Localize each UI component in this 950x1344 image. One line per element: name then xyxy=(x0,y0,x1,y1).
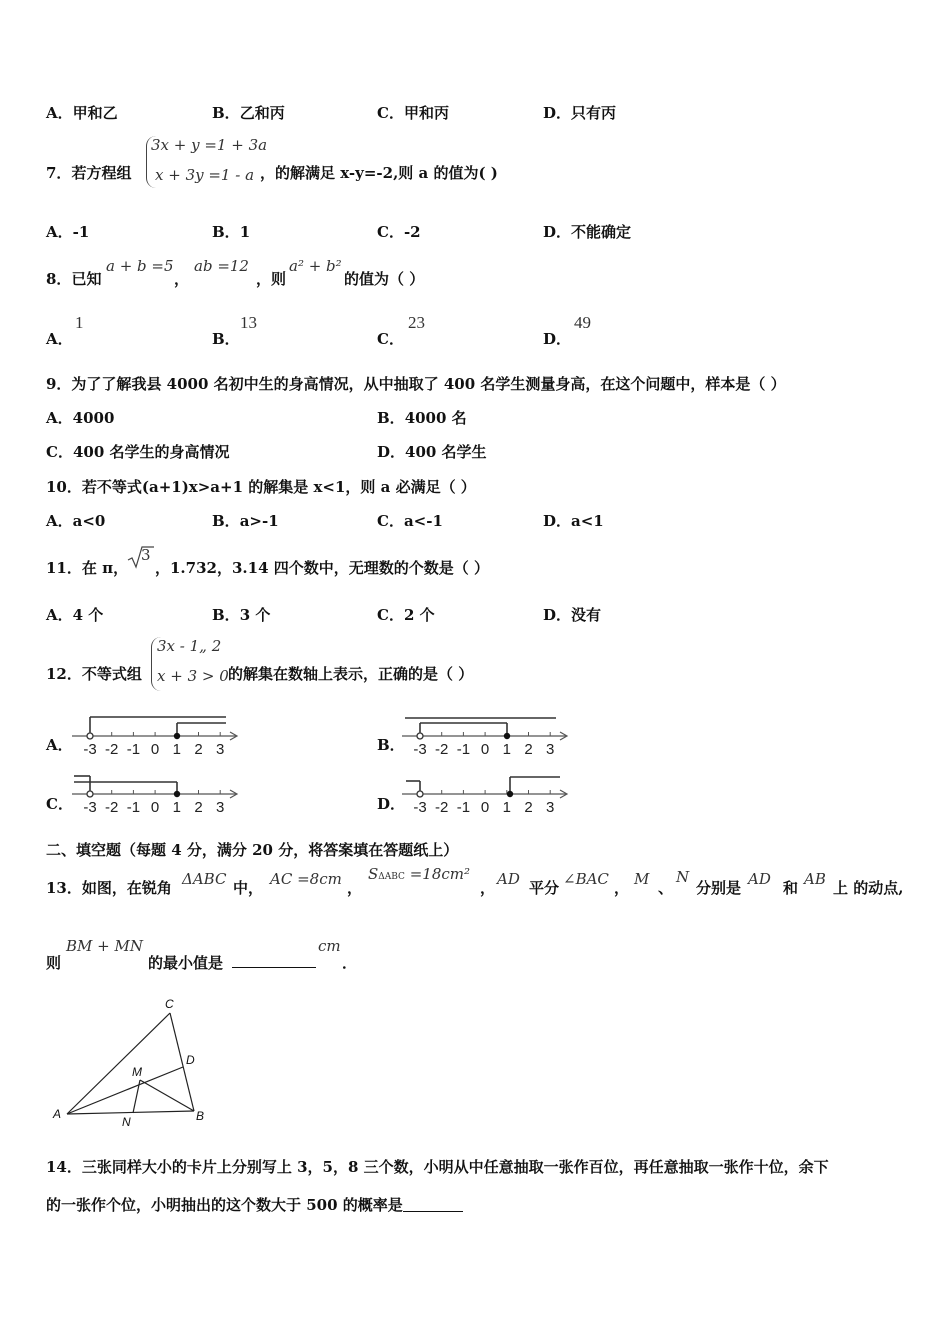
q13-math-triangle: ΔABC xyxy=(182,870,227,888)
q10-option-c: C．a<-1 xyxy=(377,512,443,530)
q10-option-b: B．a>-1 xyxy=(212,512,279,530)
tick-label: 0 xyxy=(480,799,490,816)
q9-option-b: B．4000 名 xyxy=(377,409,467,427)
q8-mid: ，则 xyxy=(256,270,287,288)
tick-label: 1 xyxy=(172,799,181,816)
q7-option-a: A．-1 xyxy=(46,223,90,241)
q7-eq2: x + 3y =1 - a xyxy=(155,166,255,184)
q13-line2-end: ． xyxy=(342,954,358,972)
tick-label: 1 xyxy=(172,741,181,758)
tick-label: 2 xyxy=(194,741,203,758)
number-line-c xyxy=(70,768,245,818)
q8-sep: ， xyxy=(174,270,190,288)
tick-label: -1 xyxy=(126,741,141,758)
tick-label: 3 xyxy=(546,799,555,816)
q9-stem: 9．为了了解我县 4000 名初中生的身高情况，从中抽取了 400 名学生测量身高，在这个问题中，样本是（ ） xyxy=(46,375,786,393)
q11-option-b: B．3 个 xyxy=(212,606,271,624)
tick-label: -3 xyxy=(83,741,97,758)
q13-t1: 中， xyxy=(233,879,264,897)
q7-option-c: C．-2 xyxy=(377,223,421,241)
tick-label: 1 xyxy=(502,799,511,816)
q13-math-area: SΔABC =18cm² xyxy=(368,865,471,883)
q13-math-ab: AB xyxy=(804,870,826,888)
number-line-b xyxy=(400,710,575,760)
q13-answer-blank[interactable] xyxy=(232,951,316,972)
q10-option-a: A．a<0 xyxy=(46,512,106,530)
tick-label: -2 xyxy=(435,799,449,816)
q6-option-b: B．乙和丙 xyxy=(212,104,285,122)
label-a: A xyxy=(53,1107,62,1121)
closed-point xyxy=(174,791,180,797)
q11-prefix: 11．在 π， xyxy=(46,559,129,577)
tick-label: 3 xyxy=(546,741,555,758)
tick-label: 1 xyxy=(502,741,511,758)
q14-line1: 14．三张同样大小的卡片上分别写上 3，5，8 三个数，小明从中任意抽取一张作百位，再任意抽取一张作十位，余下 xyxy=(46,1158,829,1176)
q13-math-bmmn: BM + MN xyxy=(66,937,143,955)
q8-math-sum: a + b =5 xyxy=(106,257,174,275)
q13-t7: 分别是 xyxy=(696,879,742,897)
q11-suffix: ，1.732，3.14 四个数中，无理数的个数是（ ） xyxy=(155,559,489,577)
q6-option-a: A．甲和乙 xyxy=(46,104,118,122)
tick-label: -2 xyxy=(105,741,119,758)
q11-option-d: D．没有 xyxy=(543,606,602,624)
tick-label: 0 xyxy=(150,799,160,816)
closed-point xyxy=(507,791,513,797)
tick-label: 0 xyxy=(150,741,160,758)
q13-t9: 上 的动点, xyxy=(833,879,904,897)
tick-label: 0 xyxy=(480,741,490,758)
q13-t3: ， xyxy=(480,879,496,897)
q13-prefix: 13．如图，在锐角 xyxy=(46,879,172,897)
tick-label: -2 xyxy=(435,741,449,758)
q7-option-b: B．1 xyxy=(212,223,251,241)
q10-stem: 10．若不等式(a+1)x>a+1 的解集是 x<1，则 a 必满足（ ） xyxy=(46,478,476,496)
open-point xyxy=(87,791,93,797)
label-n: N xyxy=(122,1115,131,1129)
q14-answer-blank[interactable] xyxy=(403,1197,463,1212)
label-d: D xyxy=(186,1053,195,1067)
q7-eq1: 3x + y =1 + 3a xyxy=(151,136,268,154)
q8-option-d-letter: D． xyxy=(543,330,572,348)
q9-option-c: C．400 名学生的身高情况 xyxy=(46,443,230,461)
q13-t2: ， xyxy=(347,879,363,897)
tick-label: 2 xyxy=(194,799,203,816)
q12-prefix: 12．不等式组 xyxy=(46,665,142,683)
segment-mn xyxy=(133,1080,140,1113)
open-point xyxy=(417,791,423,797)
q13-math-n: N xyxy=(676,868,690,886)
q9-option-a: A．4000 xyxy=(46,409,115,427)
closed-point xyxy=(504,733,510,739)
label-m: M xyxy=(132,1065,142,1079)
number-line-d xyxy=(400,768,575,818)
open-point xyxy=(417,733,423,739)
section-2-title: 二、填空题（每题 4 分，满分 20 分，将答案填在答题纸上） xyxy=(46,841,459,859)
q12-option-a-letter: A． xyxy=(46,736,73,754)
q12-eq1: 3x - 1„ 2 xyxy=(157,637,222,655)
closed-point xyxy=(174,733,180,739)
q13-math-ad: AD xyxy=(497,870,520,888)
q11-sqrt xyxy=(126,544,156,574)
q8-math-product: ab =12 xyxy=(194,257,249,275)
q13-triangle-figure xyxy=(48,994,223,1134)
q8-option-a-value: 1 xyxy=(75,313,84,332)
number-line-a xyxy=(70,710,245,760)
q10-option-d: D．a<1 xyxy=(543,512,604,530)
tick-label: -1 xyxy=(456,799,471,816)
q8-option-a-letter: A． xyxy=(46,330,73,348)
tick-label: -3 xyxy=(413,799,427,816)
q11-radicand: 3 xyxy=(141,546,151,564)
q6-option-d: D．只有丙 xyxy=(543,104,617,122)
tick-label: 3 xyxy=(216,741,225,758)
q12-option-d-letter: D． xyxy=(377,795,406,813)
tick-label: 2 xyxy=(524,741,533,758)
q8-option-d-value: 49 xyxy=(574,313,591,332)
label-b: B xyxy=(196,1109,205,1123)
side-ac xyxy=(67,1013,170,1114)
tick-label: -3 xyxy=(413,741,427,758)
q12-option-b-letter: B． xyxy=(377,736,405,754)
q11-option-a: A．4 个 xyxy=(46,606,104,624)
q13-t6: 、 xyxy=(658,879,674,897)
q6-option-c: C．甲和丙 xyxy=(377,104,449,122)
tick-label: 3 xyxy=(216,799,225,816)
q7-suffix: ，的解满足 x-y=-2,则 a 的值为( ) xyxy=(260,164,498,182)
q12-option-c-letter: C． xyxy=(46,795,73,813)
q13-math-cm: cm xyxy=(318,937,341,955)
q7-option-d: D．不能确定 xyxy=(543,223,632,241)
q7-prefix: 7．若方程组 xyxy=(46,164,132,182)
q8-option-b-value: 13 xyxy=(240,313,257,332)
tick-label: 2 xyxy=(524,799,533,816)
tick-label: -1 xyxy=(456,741,471,758)
segment-mb xyxy=(140,1080,194,1111)
q13-math-m: M xyxy=(634,870,650,888)
q8-option-b-letter: B． xyxy=(212,330,240,348)
label-c: C xyxy=(165,997,174,1011)
q13-line2-mid: 的最小值是 xyxy=(148,954,224,972)
q8-math-squares: a² + b² xyxy=(289,257,342,275)
q13-t5: ， xyxy=(614,879,630,897)
q13-math-ad2: AD xyxy=(748,870,771,888)
q12-suffix: 的解集在数轴上表示，正确的是（ ） xyxy=(228,665,474,683)
open-point xyxy=(87,733,93,739)
tick-label: -3 xyxy=(83,799,97,816)
tick-label: -1 xyxy=(126,799,141,816)
q8-option-c-letter: C． xyxy=(377,330,404,348)
q8-option-c-value: 23 xyxy=(408,313,425,332)
tick-label: -2 xyxy=(105,799,119,816)
bisector-ad xyxy=(67,1067,183,1114)
q8-prefix: 8．已知 xyxy=(46,270,102,288)
q8-suffix: 的值为（ ） xyxy=(344,270,425,288)
q11-option-c: C．2 个 xyxy=(377,606,435,624)
q14-line2: 的一张作个位，小明抽出的这个数大于 500 的概率是 xyxy=(46,1194,463,1215)
q13-line2-prefix: 则 xyxy=(46,954,62,972)
side-ab xyxy=(67,1111,194,1114)
q13-t4: 平分 xyxy=(529,879,560,897)
q13-math-ac: AC =8cm xyxy=(270,870,342,888)
q9-option-d: D．400 名学生 xyxy=(377,443,487,461)
q13-t8: 和 xyxy=(783,879,799,897)
q13-math-angle: ∠BAC xyxy=(563,870,609,888)
q12-eq2: x + 3 > 0 xyxy=(157,667,229,685)
